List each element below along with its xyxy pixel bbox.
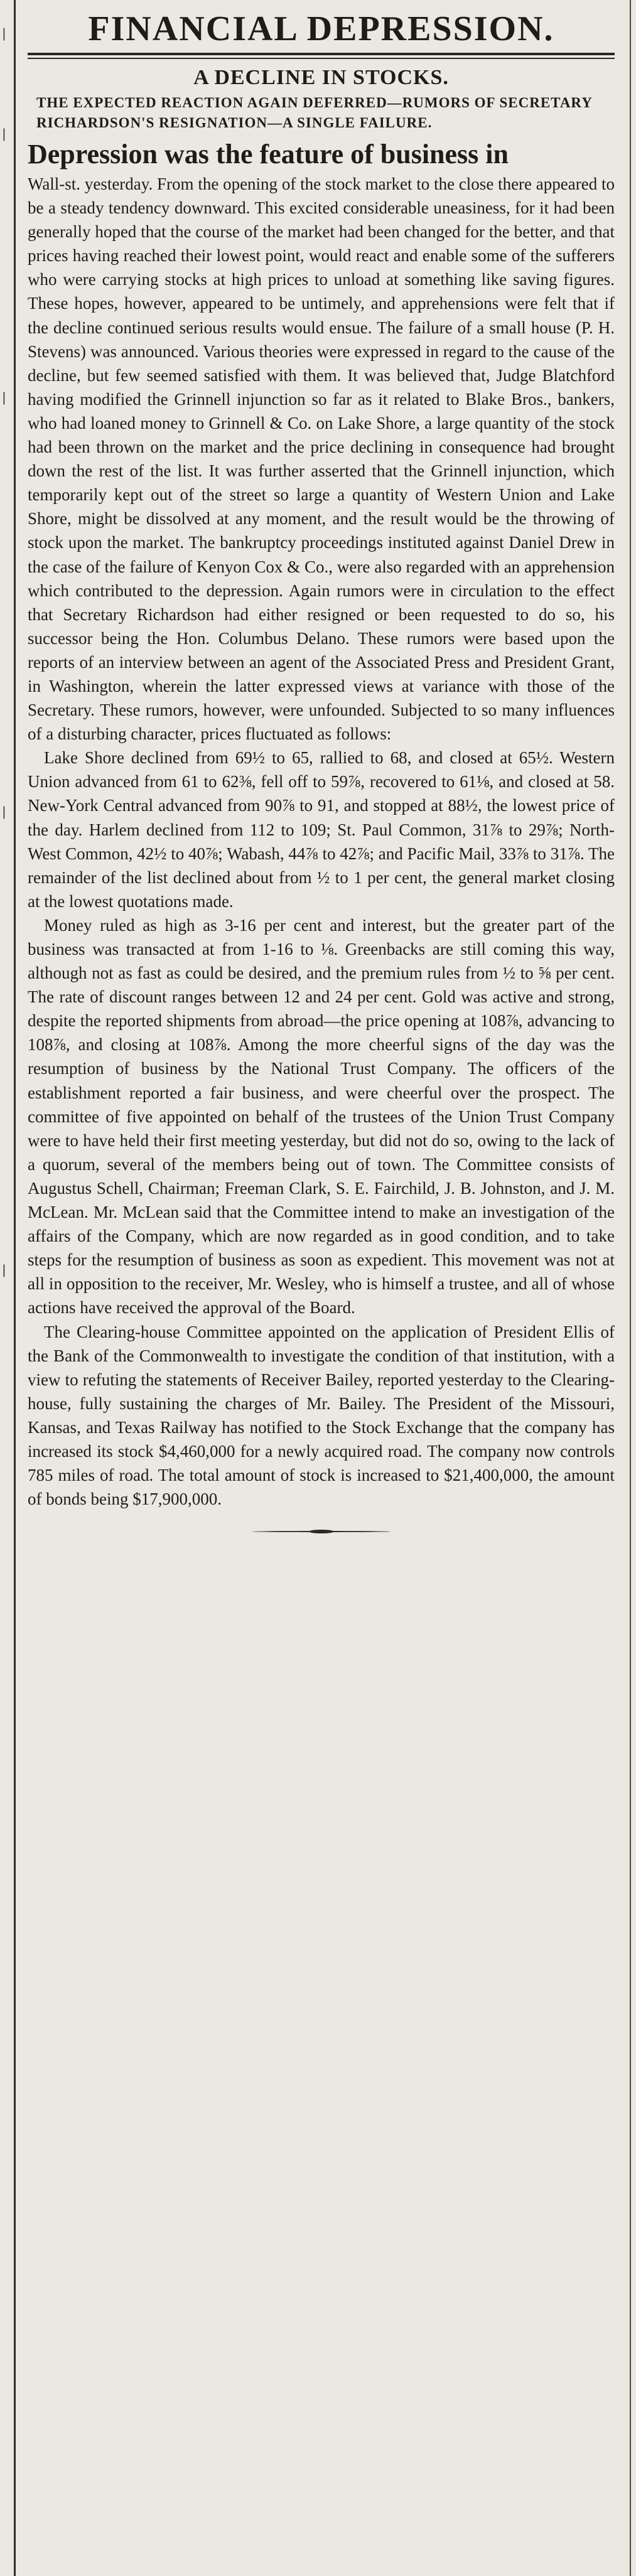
article-column [28,9,615,1535]
article-paragraph-1 [28,139,615,746]
headline: FINANCIAL DEPRESSION. [88,9,554,48]
subheadline: A DECLINE IN STOCKS. [193,66,449,89]
headline-rule [28,53,615,55]
deck: THE EXPECTED REACTION AGAIN DEFERRED—RUMORS OF SECRETARY RICHARDSON'S RESIGNATION—A SINGLE FAILURE. [36,95,592,131]
article-paragraph-3: Money ruled as high as 3-16 per cent and interest, but the greater part of the business was transacted at from 1-16 to ⅛. Greenbacks are still coming this way, although not as fast as could be desired, and the premium rules from ½ to ⅝ per cent. The rate of discount ranges between 12 and 24 per cent. Gold was active and strong, despite the reported shipments from abroad—the price opening at 108⅞, advancing to 108⅞, and closing at 108⅞. Among the more cheerful signs of the day was the resumption of business by the National Trust Company. The officers of the establishment reported a fair business, and were cheerful over the prospect. The committee of five appointed on behalf of the trustees of the Union Trust Company were to have held their first meeting yesterday, but did not do so, owing to the lack of a quorum, several of the members being out of town. The Committee consists of Augustus Schell, Chairman; Freeman Clark, S. E. Fairchild, J. B. Johnston, and J. M. McLean. Mr. McLean said that the Committee intend to make an investigation of the affairs of the Company, which are now regarded as in good condition, and to take steps for the resumption of business as soon as expedient. This movement was not at all in opposition to the receiver, Mr. Wesley, who is himself a trustee, and all of whose actions have received the approval of the Board. [28,915,615,1318]
column-rule-left [14,0,16,2576]
adjacent-column-edge: | | | | | [3,25,6,1277]
article-paragraph-4: The Clearing-house Committee appointed on the application of President Ellis of the Bank of the Commonwealth to investigate the condition of that institution, with a view to refuting the statements of Receiver Bailey, reported yesterday to the Clearing-house, fully sustaining the charges of Mr. Bailey. The President of the Missouri, Kansas, and Texas Railway has notified to the Stock Exchange that the company has increased its stock $4,460,000 for a newly acquired road. The company now controls 785 miles of road. The total amount of stock is increased to $21,400,000, the amount of bonds being $17,900,000. [28,1322,615,1509]
paragraph-text: Wall-st. yesterday. From the opening of the stock market to the close there appeared to be a steady tendency downward. This excited considerable uneasiness, for it had been generally hoped that the course of the market had been changed for the better, and that prices having reached their lowest point, would react and enable some of the sufferers who were carrying stocks at high prices to unload at something like saving figures. These hopes, however, appeared to be untimely, and apprehensions were felt that if the decline continued serious results would ensue. The failure of a small house (P. H. Stevens) was announced. Various theories were expressed in regard to the cause of the decline, but few seemed satisfied with them. It was believed that, Judge Blatchford having modified the Grinnell injunction so far as it related to Blake Bros., bankers, who had loaned money to Grinnell & Co. on Lake Shore, a large quantity of the stock had been thrown on the market and the price declining in consequence had brought down the rest of the list. It was further asserted that the Grinnell injunction, which temporarily kept out of the street so large a quantity of Western Union and Lake Shore, might be dissolved at any moment, and the result would be the throwing of stock upon the market. The bankruptcy proceedings instituted against Daniel Drew in the case of the failure of Kenyon Cox & Co., were also regarded with an apprehension which contributed to the depression. Again rumors were in circulation to the effect that Secretary Richardson had either resigned or been requested to do so, his successor being the Hon. Columbus Delano. These rumors were based upon the reports of an interview between an agent of the Associated Press and President Grant, in Washington, wherein the latter expressed views at variance with those of the Secretary. These rumors, however, were unfounded. Subjected to so many influences of a disturbing character, prices fluctuated as follows: [28,174,615,744]
lead-sentence: Depression was the feature of business in [28,139,509,169]
article-paragraph-2: Lake Shore declined from 69½ to 65, rallied to 68, and closed at 65½. Western Union advanced from 61 to 62⅜, fell off to 59⅞, recovered to 61⅛, and closed at 58. New-York Central advanced from 90⅞ to 91, and stopped at 88½, the lowest price of the day. Harlem declined from 112 to 109; St. Paul Common, 31⅞ to 29⅞; North-West Common, 42½ to 40⅞; Wabash, 44⅞ to 42⅞; and Pacific Mail, 33⅞ to 31⅞. The remainder of the list declined about from ½ to 1 per cent, the general market closing at the lowest quotations made. [28,748,615,911]
column-rule-right [630,0,631,2576]
headline-rule-thin [28,58,615,59]
end-ornament [252,1528,391,1535]
